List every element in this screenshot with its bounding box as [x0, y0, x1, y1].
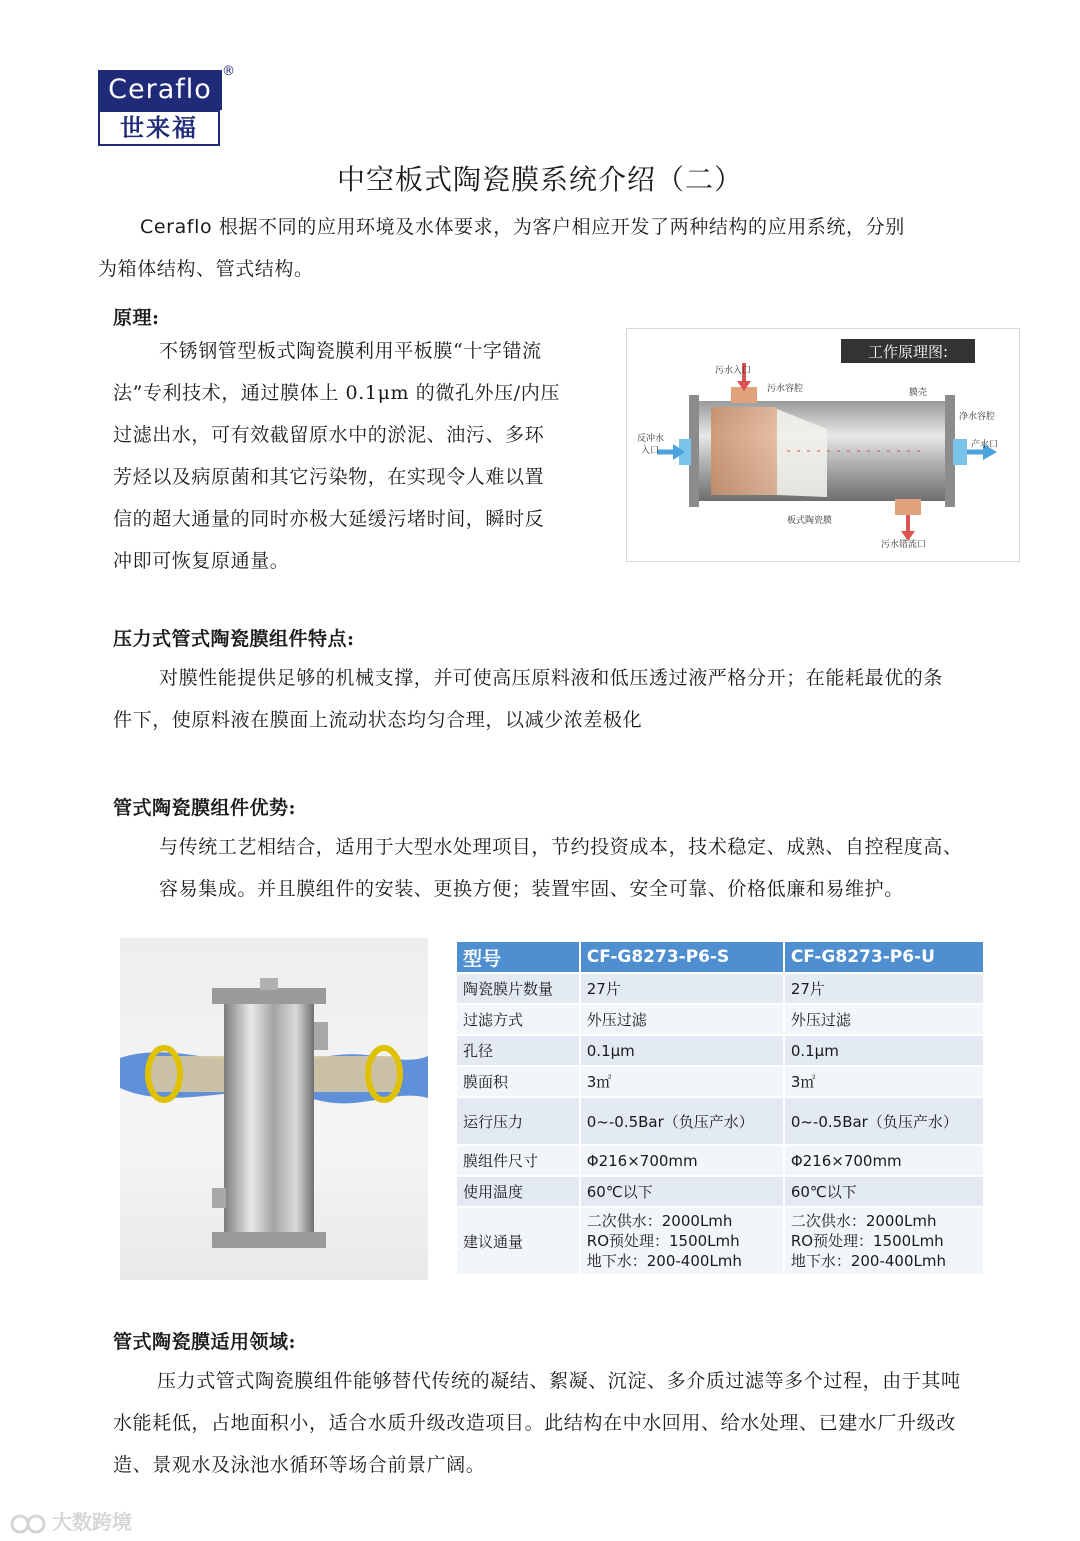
- spec-label: 建议通量: [457, 1208, 579, 1274]
- diagram-title: 工作原理图:: [867, 343, 949, 361]
- applications-text: [113, 1360, 1053, 1486]
- watermark: [10, 1506, 132, 1535]
- applications-line: 造、景观水及泳池水循环等场合前景广阔。: [113, 1454, 486, 1476]
- flux-line: RO预处理：1500Lmh: [790, 1232, 944, 1250]
- intro-text: 根据不同的应用环境及水体要求，为客户相应开发了两种结构的应用系统，分别: [212, 216, 905, 238]
- flux-line: 地下水：200-400Lmh: [790, 1252, 946, 1270]
- applications-heading: 管式陶瓷膜适用领域:: [113, 1331, 297, 1353]
- principle-heading: 原理:: [113, 307, 160, 329]
- watermark-text: 大数跨境: [52, 1510, 132, 1534]
- spec-flux-u: [785, 1208, 983, 1274]
- company-logo: [98, 64, 235, 146]
- label-shell: 膜壳: [909, 388, 928, 398]
- spec-value-u: 外压过滤: [785, 1005, 983, 1034]
- spec-label: 膜组件尺寸: [457, 1146, 579, 1175]
- spec-row: [457, 1005, 983, 1034]
- top-flange: [212, 988, 326, 1004]
- label-dirty-chamber: 污水容腔: [767, 384, 804, 394]
- spec-row: [457, 1067, 983, 1096]
- working-principle-diagram: [626, 328, 1020, 562]
- label-backwash-2: 入口: [641, 446, 660, 456]
- spec-table: [455, 940, 985, 1276]
- features-text: [113, 657, 1043, 741]
- principle-line: 过滤出水，可有效截留原水中的淤泥、油污、多环: [113, 424, 545, 446]
- principle-line: 冲即可恢复原通量。: [113, 550, 290, 572]
- spec-value-u: 60℃以下: [785, 1177, 983, 1206]
- spec-value-u: 3㎡: [785, 1067, 983, 1096]
- product-illustration: [120, 938, 428, 1280]
- spec-label: 孔径: [457, 1036, 579, 1065]
- spec-flux-s: [581, 1208, 783, 1274]
- spec-value-s: Φ216×700mm: [581, 1146, 783, 1175]
- spec-label: 运行压力: [457, 1098, 579, 1144]
- label-outlet: 产水口: [971, 440, 999, 450]
- advantages-line: 容易集成。并且膜组件的安装、更换方便；装置牢固、安全可靠、价格低廉和易维护。: [159, 878, 904, 900]
- spec-value-s: 3㎡: [581, 1067, 783, 1096]
- diagram-svg: [627, 329, 1019, 561]
- label-membrane: 板式陶瓷膜: [787, 516, 833, 526]
- spec-value-u: Φ216×700mm: [785, 1146, 983, 1175]
- spec-value-u: 27片: [785, 974, 983, 1003]
- spec-value-s: 27片: [581, 974, 783, 1003]
- spec-row: [457, 1098, 983, 1144]
- page-title: 中空板式陶瓷膜系统介绍（二）: [336, 163, 743, 196]
- flux-line: 地下水：200-400Lmh: [586, 1252, 742, 1270]
- spec-row: [457, 974, 983, 1003]
- spec-row: [457, 1177, 983, 1206]
- flux-line: 二次供水：2000Lmh: [586, 1212, 733, 1230]
- intro-line-2: 为箱体结构、管式结构。: [98, 258, 314, 280]
- spec-row: [457, 1036, 983, 1065]
- label-clean-chamber: 净水容腔: [959, 412, 996, 422]
- logo-wordmark: Ceraflo: [98, 70, 222, 110]
- applications-line: 水能耗低，占地面积小，适合水质升级改造项目。此结构在中水回用、给水处理、已建水厂升级改: [113, 1412, 956, 1434]
- spec-header-u: CF-G8273-P6-U: [785, 942, 983, 972]
- advantages-heading: 管式陶瓷膜组件优势:: [113, 797, 297, 819]
- label-backwash-1: 反冲水: [637, 434, 665, 444]
- features-line: 件下，使原料液在膜面上流动状态均匀合理，以减少浓差极化: [113, 709, 643, 731]
- advantages-line: 与传统工艺相结合，适用于大型水处理项目，节约投资成本，技术稳定、成熟、自控程度高、: [159, 836, 963, 858]
- principle-line: 芳烃以及病原菌和其它污染物，在实现令人难以置: [113, 466, 545, 488]
- spec-header-s: CF-G8273-P6-S: [581, 942, 783, 972]
- outlet-port: [953, 439, 967, 465]
- intro-line-1: [140, 206, 1020, 248]
- spec-header-model: 型号: [457, 942, 579, 972]
- spec-value-s: 0~-0.5Bar（负压产水）: [581, 1098, 783, 1144]
- spec-value-u: 0.1μm: [785, 1036, 983, 1065]
- principle-line: 不锈钢管型板式陶瓷膜利用平板膜“十字错流: [159, 340, 542, 362]
- principle-line: 信的超大通量的同时亦极大延缓污堵时间，瞬时反: [113, 508, 545, 530]
- spec-header-row: [457, 942, 983, 972]
- spec-value-s: 0.1μm: [581, 1036, 783, 1065]
- spec-label: 陶瓷膜片数量: [457, 974, 579, 1003]
- principle-line: 法”专利技术，通过膜体上 0.1μm 的微孔外压/内压: [113, 382, 560, 404]
- advantages-text: [159, 826, 1059, 910]
- membrane-plates: [711, 407, 777, 495]
- spec-value-s: 60℃以下: [581, 1177, 783, 1206]
- applications-line: 压力式管式陶瓷膜组件能够替代传统的凝结、絮凝、沉淀、多介质过滤等多个过程，由于其吨: [157, 1370, 961, 1392]
- product-photo: [120, 938, 428, 1280]
- bottom-flange: [212, 1232, 326, 1248]
- spec-label: 使用温度: [457, 1177, 579, 1206]
- spec-label: 膜面积: [457, 1067, 579, 1096]
- flux-line: RO预处理：1500Lmh: [586, 1232, 740, 1250]
- flux-line: 二次供水：2000Lmh: [790, 1212, 937, 1230]
- crossflow-nozzle: [895, 499, 921, 515]
- spec-value-u: 0~-0.5Bar（负压产水）: [785, 1098, 983, 1144]
- logo-chinese-name: 世来福: [98, 110, 220, 146]
- watermark-logo-icon: [10, 1513, 48, 1535]
- spec-row-flux: [457, 1208, 983, 1274]
- housing-body: [224, 1000, 314, 1240]
- label-crossflow: 污水错流口: [881, 540, 927, 550]
- spec-label: 过滤方式: [457, 1005, 579, 1034]
- features-heading: 压力式管式陶瓷膜组件特点:: [113, 628, 355, 650]
- registered-mark: ®: [222, 64, 235, 79]
- label-inlet: 污水入口: [715, 366, 752, 376]
- spec-value-s: 外压过滤: [581, 1005, 783, 1034]
- features-line: 对膜性能提供足够的机械支撑，并可使高压原料液和低压透过液严格分开；在能耗最优的条: [159, 667, 944, 689]
- principle-text: [113, 330, 603, 582]
- intro-brand: Ceraflo: [140, 216, 213, 238]
- spec-row: [457, 1146, 983, 1175]
